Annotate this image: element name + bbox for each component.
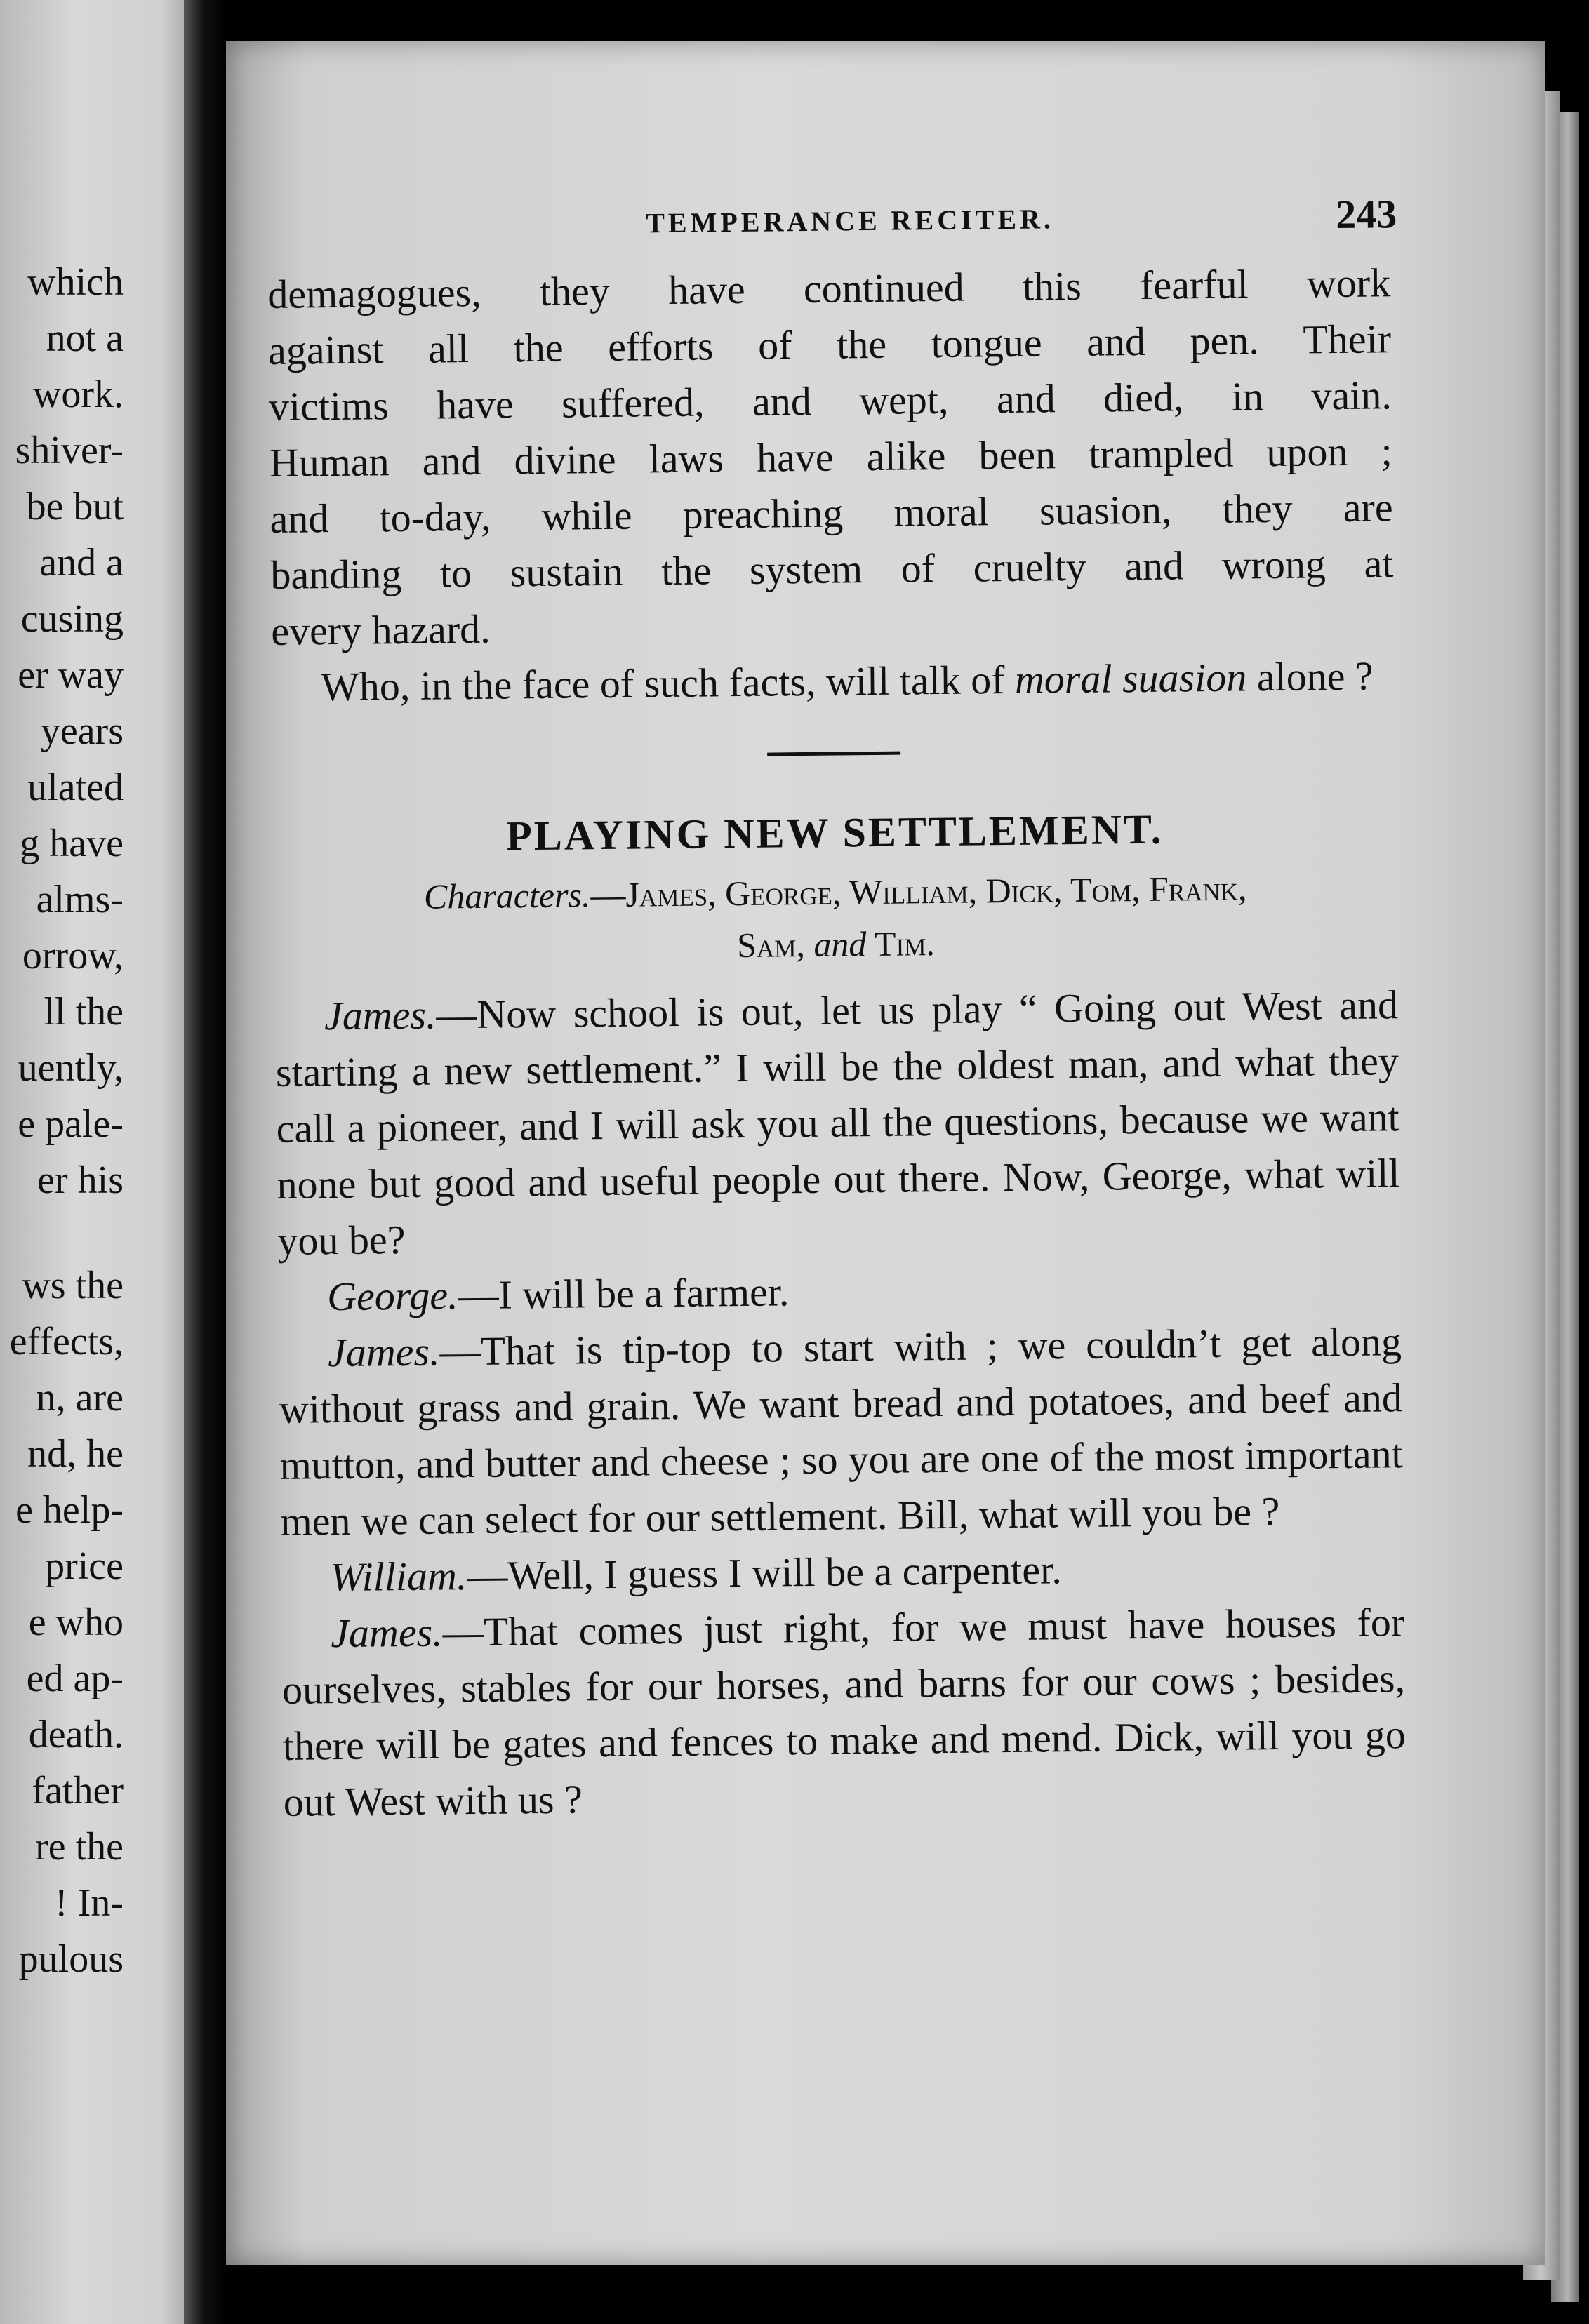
paragraph-line: banding to sustain the system of cruelty and wrong at: [270, 540, 1394, 598]
left-page-fragment: g have: [20, 822, 124, 865]
left-page-fragment: and a: [39, 541, 124, 585]
left-page-fragment: which: [27, 260, 124, 304]
speech-text: —I will be a farmer.: [458, 1269, 790, 1318]
speech-text: —Now school is out, let us play “ Going out West and starting a new settlement.” I will be the oldest man, and what they call a pioneer, and I will ask you all the questions, because we want none but good and useful people out there. Now, George, what will you be?: [275, 982, 1400, 1264]
characters-names-2: Sam,: [736, 924, 814, 966]
characters-label: Characters.: [423, 875, 591, 916]
left-page-fragment: er way: [18, 653, 124, 697]
left-page-fragment: price: [45, 1544, 124, 1588]
speaker-name: William.: [330, 1553, 467, 1601]
speech-text: —Well, I guess I will be a carpenter.: [467, 1547, 1062, 1599]
opening-paragraph: [267, 255, 1395, 660]
speech-text: —That comes just right, for we must have houses for ourselves, stables for our horses, and barns for our cows ; besides, there will be gates and fences to make and mend. Dick, will you go out West with us ?: [281, 1599, 1407, 1825]
left-page-fragment: ws the: [22, 1264, 124, 1307]
characters-names-3: Tim.: [866, 923, 936, 964]
left-page-fragment: be but: [26, 485, 124, 528]
paragraph-line: every hazard.: [270, 606, 491, 654]
left-page-fragment: er his: [37, 1158, 124, 1202]
left-page-fragment: orrow,: [22, 934, 124, 977]
left-page-fragment: re the: [35, 1825, 124, 1869]
section-title: PLAYING NEW SETTLEMENT.: [505, 806, 1164, 860]
page-number: 243: [1335, 191, 1397, 238]
left-page-fragment: pulous: [18, 1937, 124, 1981]
closing-question-emphasis: moral suasion: [1014, 654, 1247, 702]
speaker-name: James.: [330, 1609, 444, 1657]
left-page-fragment: not a: [46, 316, 124, 360]
paragraph-line: Human and divine laws have alike been trampled upon ;: [269, 428, 1393, 486]
dialogue: [275, 977, 1407, 1831]
left-page-fragment: cusing: [20, 597, 124, 641]
left-page-fragment: death.: [28, 1713, 124, 1756]
dialogue-line: [279, 1314, 1404, 1550]
running-head: [267, 191, 1397, 267]
left-page-fragment: uently,: [18, 1046, 124, 1090]
characters-and: and: [813, 924, 867, 964]
left-page-fragment: shiver-: [15, 429, 124, 472]
speaker-name: James.: [324, 991, 437, 1039]
paragraph-line: victims have suffered, and wept, and died, in vain.: [268, 372, 1392, 429]
paragraph-line: demagogues, they have continued this fearful work: [267, 260, 1391, 317]
left-page-fragment: nd, he: [27, 1432, 124, 1476]
book-gutter-shadow: [184, 0, 227, 2324]
left-page-fragment: years: [40, 709, 124, 753]
paragraph-line: against all the efforts of the tongue and pen. Their: [267, 316, 1392, 373]
previous-page-edge: [0, 0, 190, 2324]
speaker-name: George.: [326, 1272, 458, 1320]
left-page-fragment: e pale-: [18, 1102, 124, 1146]
running-title: TEMPERANCE RECITER.: [645, 203, 1055, 239]
page-content: [267, 191, 1407, 1831]
characters-names: —James, George, William, Dick, Tom, Frank,: [590, 868, 1247, 915]
paragraph-line: and to-day, while preaching moral suasion, they are: [270, 484, 1393, 542]
left-page-fragment: e help-: [15, 1488, 124, 1532]
left-page-fragment: ulated: [27, 766, 124, 809]
closing-question-text: Who, in the face of such facts, will talk of: [320, 656, 1016, 710]
left-page-fragment: ll the: [44, 990, 124, 1034]
left-page-fragment: e who: [28, 1601, 124, 1644]
section-divider-rule: [767, 752, 900, 756]
closing-question-end: alone ?: [1246, 653, 1374, 700]
speaker-name: James.: [327, 1328, 440, 1376]
closing-question: [272, 648, 1395, 716]
dialogue-line: [275, 977, 1401, 1269]
left-page-fragment: ed ap-: [26, 1657, 124, 1700]
left-page-fragment: n, are: [36, 1376, 124, 1420]
left-page-fragment: effects,: [9, 1320, 124, 1363]
left-page-fragment: ! In-: [55, 1881, 124, 1925]
dialogue-line: [281, 1594, 1407, 1831]
left-page-fragment: work.: [32, 373, 124, 416]
left-page-fragment: father: [32, 1769, 124, 1812]
left-page-fragment: alms-: [36, 878, 124, 921]
speech-text: —That is tip-top to start with ; we couldn’t get along without grass and grain. We want bread and potatoes, and beef and mutton, and butter and cheese ; so you are one of the most important men we can select for our settlement. Bill, what will you be ?: [279, 1318, 1403, 1544]
characters-list: [274, 860, 1397, 976]
